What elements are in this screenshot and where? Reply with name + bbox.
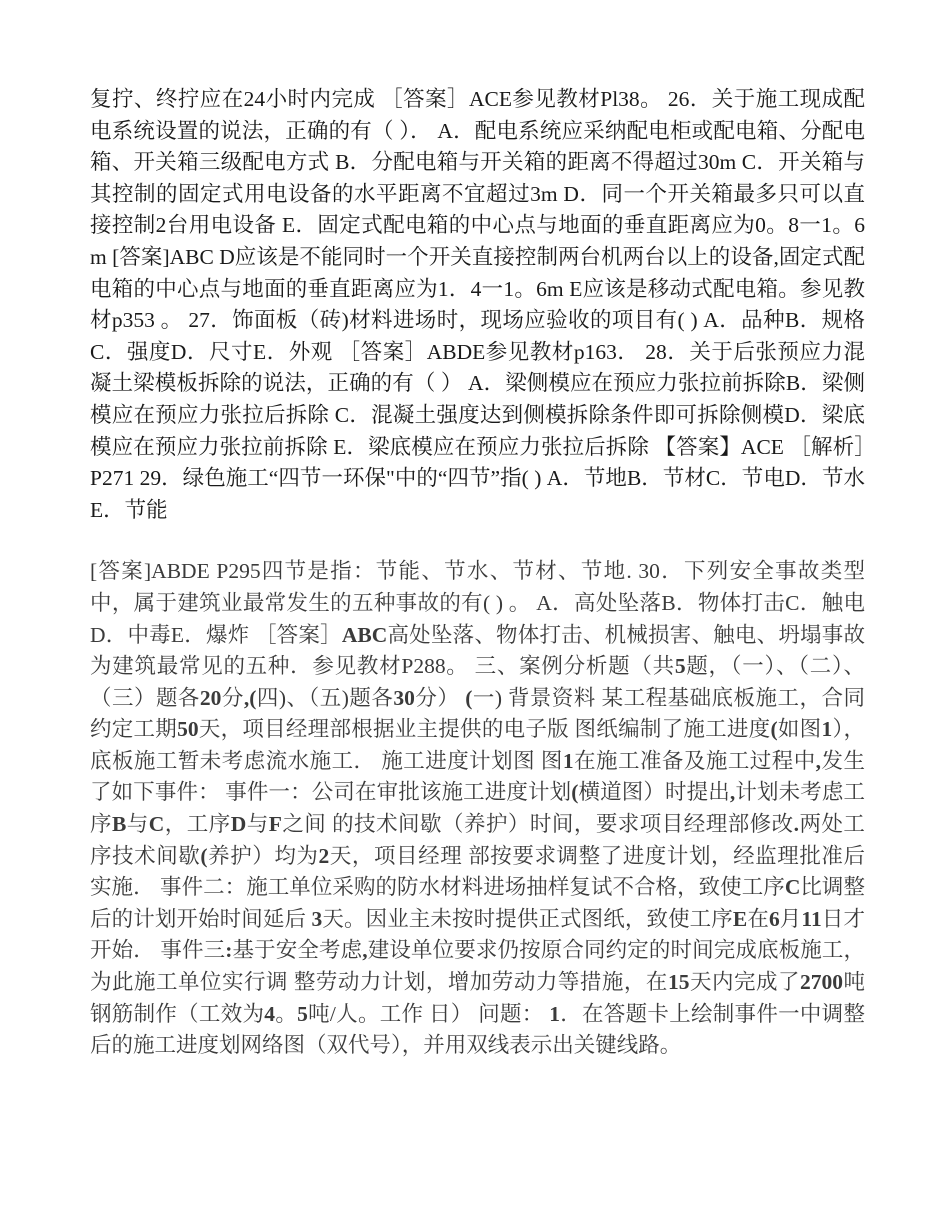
text-run: 比调整后的计划开始时间延后 [90,875,865,931]
text-run: 两处工序技术间歇 [90,812,865,868]
text-run-bold: D [230,812,247,837]
text-run-bold: ( [571,780,579,805]
text-run-bold: E [732,906,748,931]
text-run-bold: 11 [801,906,822,931]
text-run-bold: 1 [562,748,574,773]
text-run-bold: 2700 [799,970,843,995]
text-run: 如图 [777,717,822,742]
text-run-bold: B [111,812,127,837]
text-paragraph-1: 复拧、终拧应在24小时内完成 ［答案］ACE参见教材Pl38。 26．关于施工现成配电系统设置的说法，正确的有（ ）． A．配电系统应采纳配电柜或配电箱、分配电箱、开关箱三级配电方式 B．分配电箱与开关箱的距离不得超过30m C．开关箱与其控制的固定式用电设备的水平距离不宜超过3m D．同一个开关箱最多只可以直接控制2台用电设备 E．固定式配电箱的中心点与地面的垂直距离应为0。8一1。6m [答案]ABC D应该是不能同时一个开关直接控制两台机两台以上的设备,固定式配电箱的中心点与地面的垂直距离应为1．4一1。6m E应该是移动式配电箱。参见教材p353 。 27．饰面板（砖)材料进场时，现场应验收的项目有( ) A．品种B．规格C．强度D．尺寸E．外观 ［答案］ABDE参见教材p163． 28．关于后张预应力混凝土梁模板拆除的说法，正确的有（ ） A．梁侧模应在预应力张拉前拆除B．梁侧模应在预应力张拉后拆除 C．混凝土强度达到侧模拆除条件即可拆除侧模D．梁底模应在预应力张拉前拆除 E．梁底模应在预应力张拉后拆除 【答案】ACE ［解析］P271 29．绿色施工“四节一环保"中的“四节”指( ) A．节地B．节材C．节电D．节水E．节能 [90,87,865,522]
text-run-bold: 50 [177,717,199,742]
text-run-bold: : [225,938,233,963]
text-run: 一) 背景资料 某工程基础底板施工，合同约定工期 [90,685,865,742]
text-run: ）， 底板施工暂未考虑流水施工． 施工进度计划图 图 [90,717,865,773]
text-run: ，工序 [164,812,231,837]
text-run: 天，项目经理 部按要求调整了进度计划，经监理批准后实施． 事件二：施工单位采购的防水材料进场抽样复试不合格，致使工序 [90,843,865,900]
text-run-bold: 5 [297,1001,308,1026]
text-run-bold: 30 [393,685,415,710]
document-page [90,84,865,1062]
text-run: 发生了如下事件： 事件一：公司在审批该施工进度计划 [90,748,865,805]
text-run-bold: 20 [199,685,222,710]
text-run-bold: 1 [549,1001,560,1026]
text-run: 在 [747,906,769,931]
text-run-bold: , [815,748,822,773]
text-run: 分 [221,685,244,710]
text-run: 横道图）时提出 [578,780,730,805]
text-run: 题，（一）、（二）、（三）题各 [90,654,865,710]
text-run-bold: F [268,812,282,837]
text-run: 在施工准备及施工过程中 [573,748,816,773]
text-run: 与 [126,812,149,837]
text-run-bold: 2 [318,843,330,868]
text-run: 与 [246,812,269,837]
text-run: 日才开始． 事件三 [90,906,865,963]
text-run: 月 [779,906,802,931]
text-run-bold: 1 [821,717,833,742]
text-paragraph-2 [90,556,865,1062]
text-run-bold: , [362,938,368,963]
text-run: 吨/人。工作 日） 问题： [307,1001,550,1026]
text-run: 基于安全考虑 [232,938,363,963]
text-run: 计划未考虑工序 [90,780,865,837]
text-run: 建设单位要求仍按原合同约定的时间完成底板施工，为此施工单位实行调 整劳动力计划，增加劳动力等措施，在 [90,938,865,995]
text-run-bold: , [729,780,736,805]
text-run-bold: ( [770,717,778,742]
text-run: 之间 的技术间歇（养护）时间，要求项目经理部修改 [281,812,794,837]
text-run: 高处坠落、物体打击、机械损害、触电、坍塌事故为建筑最常见的五种．参见教材P288。 三、案例分析题（共 [90,622,865,679]
text-run: 吨钢筋制作（工效为 [90,970,865,1026]
text-run-bold: . [793,812,799,837]
text-run-bold: 6 [768,906,780,931]
text-run: 分） [414,685,466,710]
text-run-bold: 15 [667,970,690,995]
text-run-bold: 5 [674,654,686,679]
text-run: [答案]ABDE P295四节是指：节能、节水、节材、节地. 30．下列安全事故类型中，属于建筑业最常发生的五种事故的有( ) 。 A．高处坠落B．物体打击C．触电D．中毒E．爆炸 ［答案］ [90,559,865,647]
text-run-bold: ABC [341,622,388,647]
text-run-bold: 3 [311,906,323,931]
text-run-bold: C [148,812,165,837]
text-run-bold: 4 [264,1001,276,1026]
text-run: 天。因业主未按时提供正式图纸，致使工序 [322,906,733,931]
text-run: ．在答题卡上绘制事件一中调整后的施工进度划网络图（双代号），并用双线表示出关键线路。 [90,1001,865,1058]
text-run: 养护）均为 [207,843,319,868]
text-run: 天，项目经理部根据业主提供的电子版 图纸编制了施工进度 [198,717,771,742]
text-run-bold: ( [465,685,473,710]
text-run: 。 [275,1001,298,1026]
text-run-bold: ,( [243,685,257,710]
text-run-bold: ( [200,843,208,868]
text-run: 天内完成了 [689,970,800,995]
text-run: 四)、（五)题各 [256,685,394,710]
text-run-bold: C [784,875,801,900]
